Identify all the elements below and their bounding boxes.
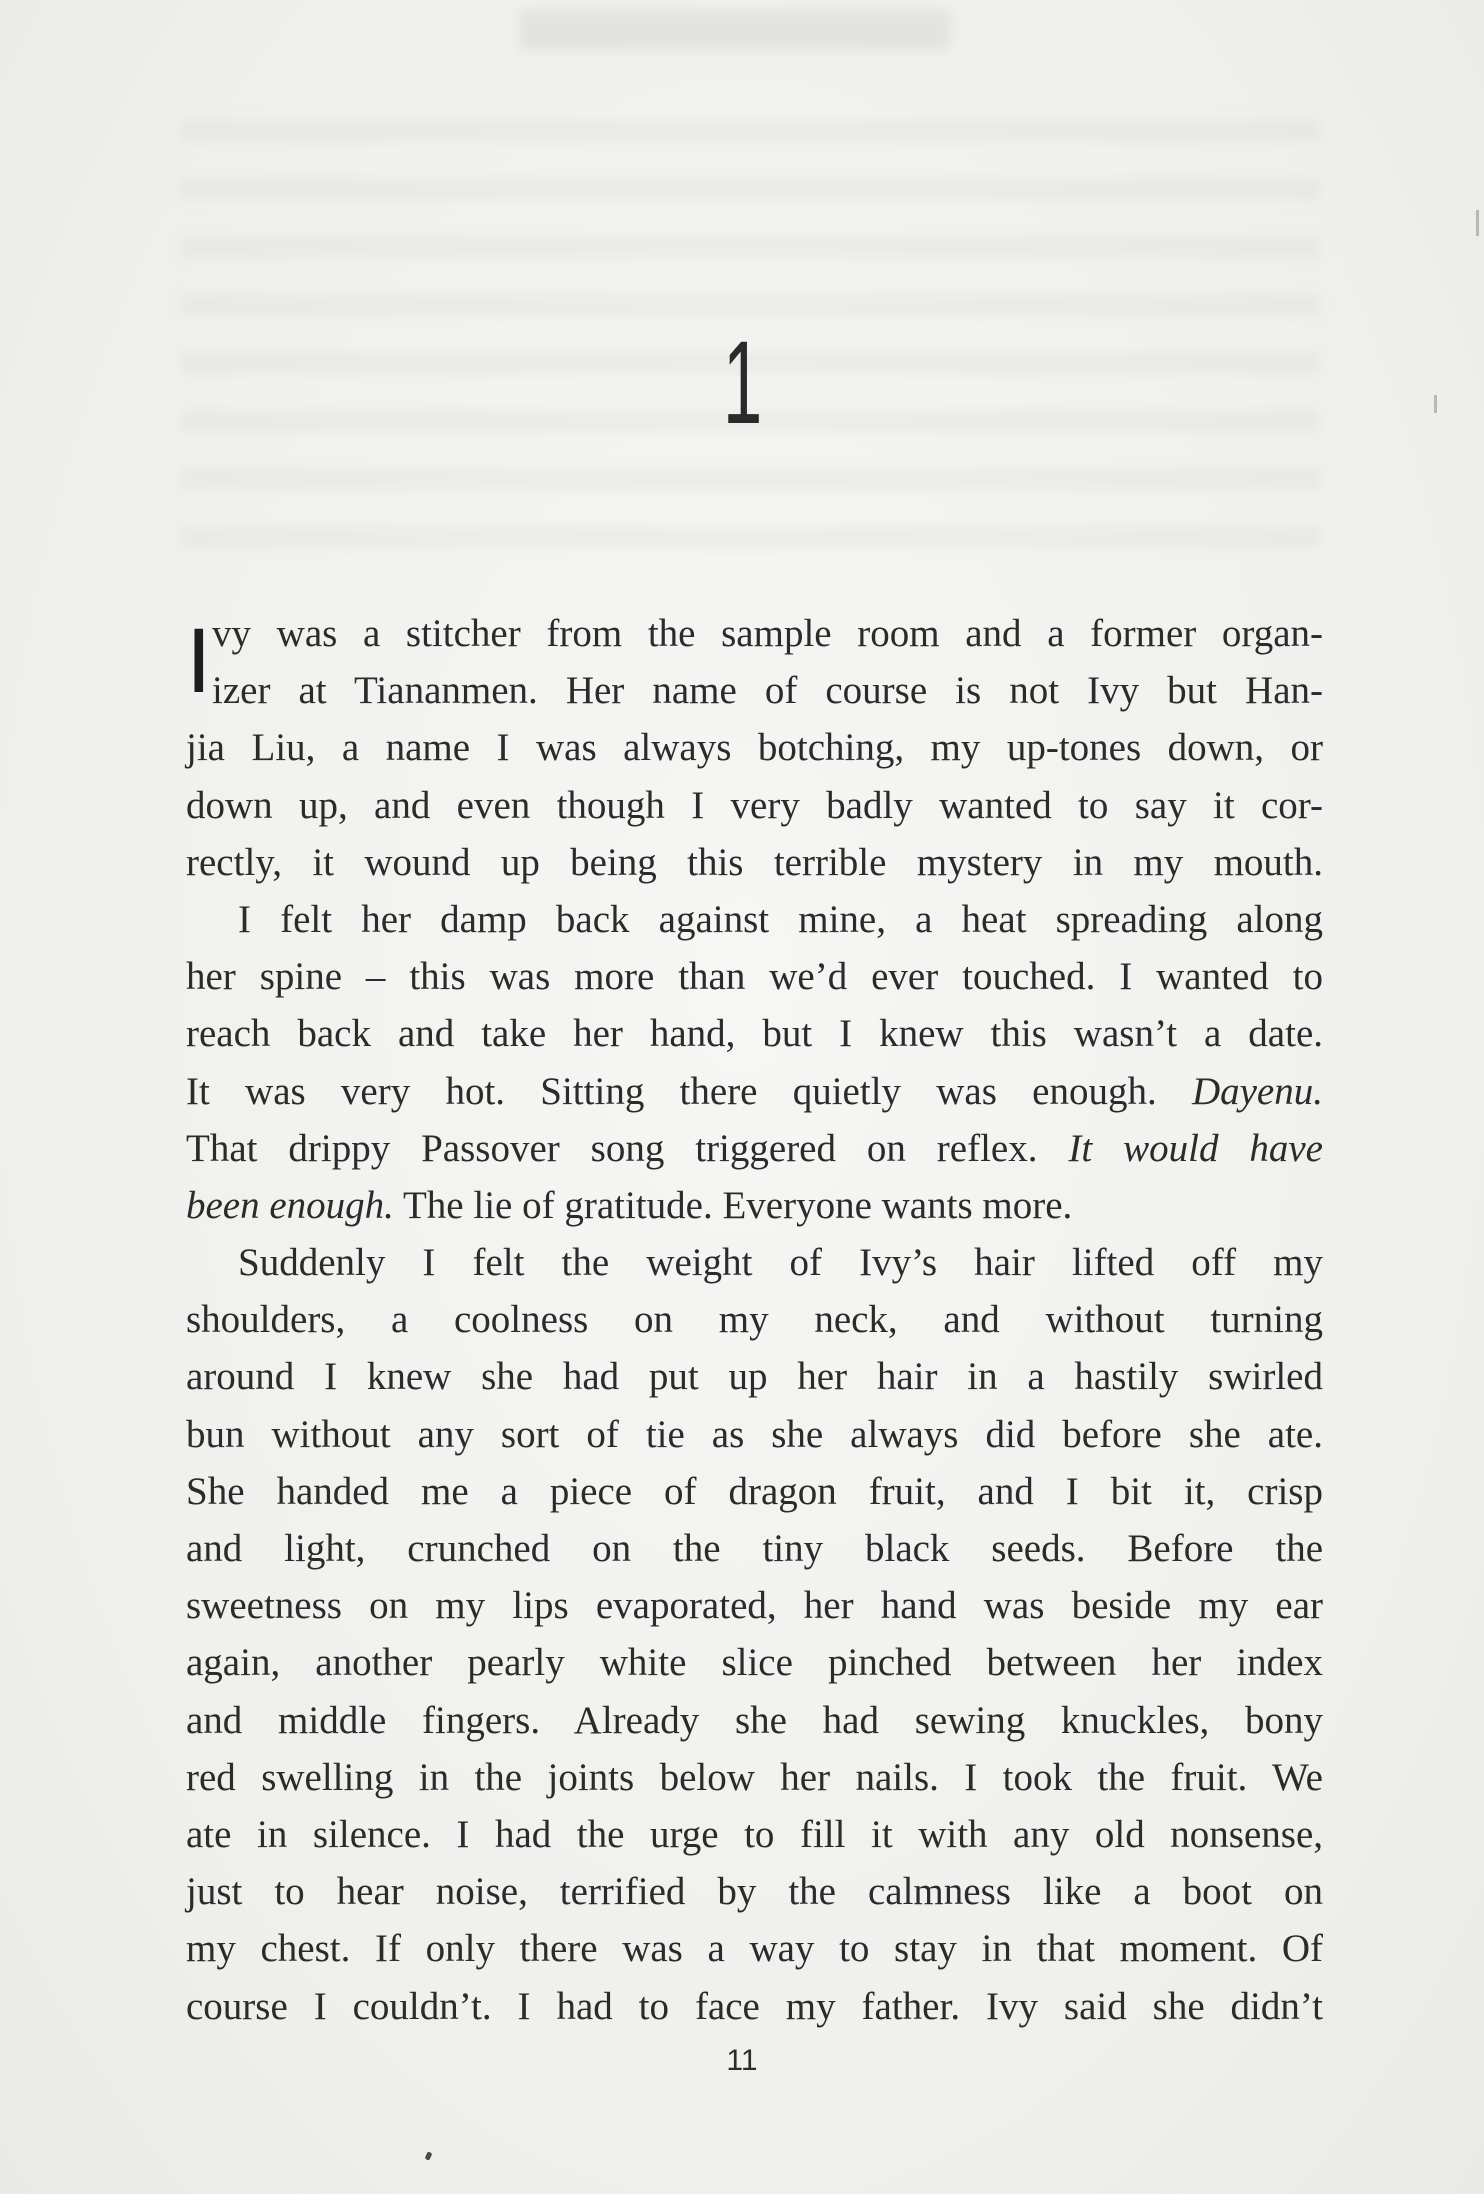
- text-line: shoulders, a coolness on my neck, and without turning: [186, 1298, 1323, 1342]
- body-text: [186, 605, 1323, 2035]
- text-line: rectly, it wound up being this terrible mystery in my mouth.: [186, 840, 1323, 884]
- edge-mark: [1434, 395, 1437, 413]
- text-line: course I couldn’t. I had to face my father. Ivy said she didn’t: [186, 1984, 1323, 2028]
- text-line: [186, 1120, 1323, 1177]
- text-line: She handed me a piece of dragon fruit, and I bit it, crisp: [186, 1469, 1323, 1513]
- text-line: around I knew she had put up her hair in a hastily swirled: [186, 1355, 1323, 1399]
- text-segment: It was very hot. Sitting there quietly was enough.: [186, 1069, 1192, 1113]
- show-through-header: [520, 10, 950, 50]
- chapter-number: 1: [722, 317, 762, 449]
- show-through-line: [180, 468, 1320, 490]
- text-line: down up, and even though I very badly wanted to say it cor-: [186, 783, 1323, 827]
- show-through-line: [180, 526, 1320, 548]
- show-through-line: [180, 294, 1320, 316]
- drop-cap: I: [186, 610, 212, 712]
- text-line: again, another pearly white slice pinched between her index: [186, 1641, 1323, 1685]
- text-line: izer at Tiananmen. Her name of course is not Ivy but Han-: [212, 669, 1323, 713]
- text-line: Suddenly I felt the weight of Ivy’s hair lifted off my: [238, 1241, 1323, 1285]
- text-line: red swelling in the joints below her nails. I took the fruit. We: [186, 1755, 1323, 1799]
- italic-text: Dayenu.: [1191, 1069, 1323, 1113]
- show-through-line: [180, 178, 1320, 200]
- edge-mark: [1476, 210, 1479, 236]
- ink-speck: [425, 2151, 433, 2160]
- italic-text: It would have: [1068, 1126, 1323, 1170]
- text-line: just to hear noise, terrified by the calmness like a boot on: [186, 1870, 1323, 1914]
- page-number: 11: [726, 2044, 758, 2077]
- text-line: [186, 1177, 1323, 1234]
- text-line: my chest. If only there was a way to stay in that moment. Of: [186, 1927, 1323, 1971]
- text-line: ate in silence. I had the urge to fill it with any old nonsense,: [186, 1812, 1323, 1856]
- text-line: [186, 1063, 1323, 1120]
- text-line: her spine – this was more than we’d ever touched. I wanted to: [186, 955, 1323, 999]
- text-line: jia Liu, a name I was always botching, my up-tones down, or: [186, 726, 1323, 770]
- text-line: vy was a stitcher from the sample room and a former organ-: [212, 612, 1323, 655]
- show-through-line: [180, 236, 1320, 258]
- text-line: I felt her damp back against mine, a heat spreading along: [238, 897, 1323, 941]
- text-line: and middle fingers. Already she had sewing knuckles, bony: [186, 1698, 1323, 1742]
- text-line: reach back and take her hand, but I knew this wasn’t a date.: [186, 1012, 1323, 1056]
- text-line: sweetness on my lips evaporated, her hand was beside my ear: [186, 1584, 1323, 1628]
- text-segment: The lie of gratitude. Everyone wants more.: [393, 1183, 1073, 1227]
- italic-text: been enough.: [186, 1183, 394, 1227]
- text-segment: That drippy Passover song triggered on reflex.: [186, 1126, 1069, 1170]
- text-line: bun without any sort of tie as she always did before she ate.: [186, 1412, 1323, 1456]
- text-line: and light, crunched on the tiny black seeds. Before the: [186, 1527, 1323, 1570]
- show-through-line: [180, 120, 1320, 142]
